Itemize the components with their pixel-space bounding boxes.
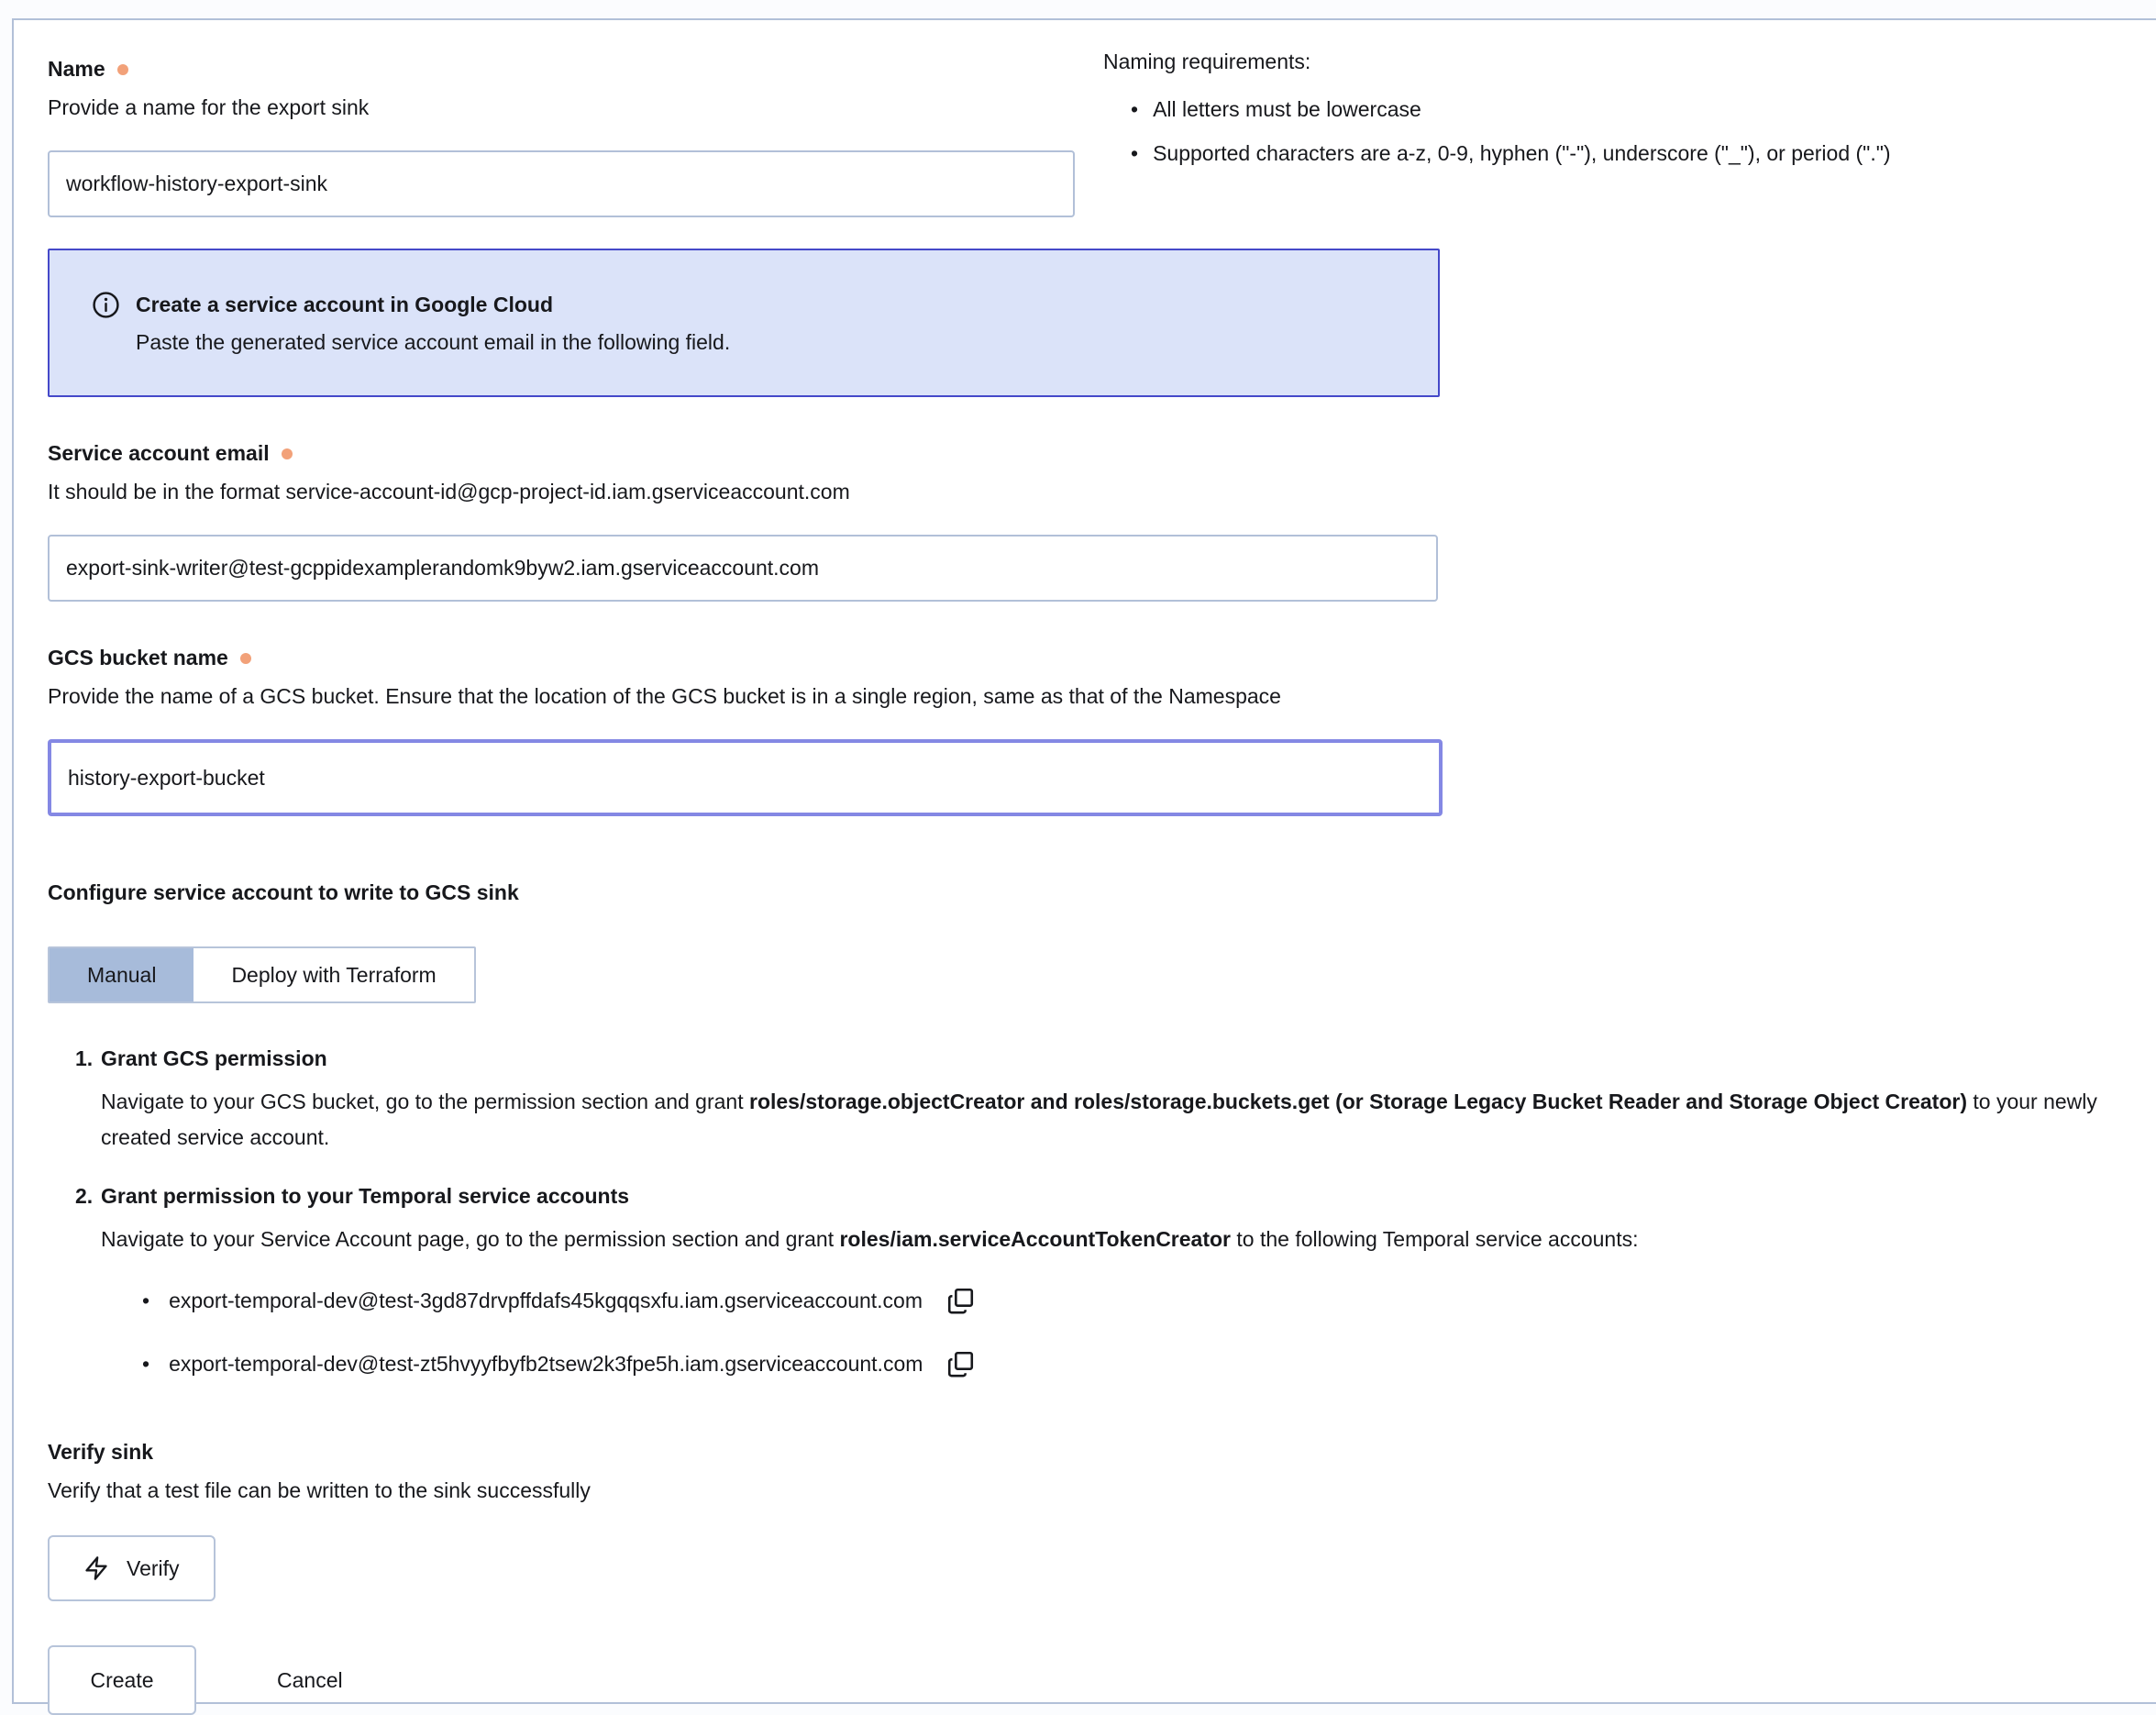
- step-body: Navigate to your GCS bucket, go to the permission section and grant roles/storage.objectCreator and roles/storage.buckets.get (or Storage Legacy Bucket Reader and Storage Object Creator) to your newly created service account.: [101, 1084, 2100, 1156]
- info-icon: [92, 291, 120, 319]
- list-item: [142, 1348, 2156, 1379]
- gcs-bucket-description: Provide the name of a GCS bucket. Ensure that the location of the GCS bucket is in a single region, same as that of the Namespace: [48, 680, 2156, 712]
- naming-requirement-item: • All letters must be lowercase: [1131, 94, 2121, 125]
- service-account-field-section: [48, 437, 2156, 602]
- info-banner: [48, 249, 1440, 397]
- copy-icon-button[interactable]: [946, 1350, 975, 1378]
- naming-requirement-item: • Supported characters are a-z, 0-9, hyphen ("-"), underscore ("_"), or period ("."): [1131, 138, 2121, 169]
- manual-steps: [48, 1042, 2156, 1379]
- step-title: Grant permission to your Temporal service accounts: [101, 1179, 629, 1212]
- step-body: Navigate to your Service Account page, go to the permission section and grant roles/iam.serviceAccountTokenCreator to the following Temporal service accounts:: [101, 1222, 2100, 1257]
- name-description: Provide a name for the export sink: [48, 92, 2156, 123]
- step-number: 1.: [75, 1042, 101, 1075]
- info-banner-body: Paste the generated service account email in the following field.: [136, 326, 730, 358]
- required-dot: [117, 64, 128, 75]
- list-item: [142, 1285, 2156, 1316]
- copy-icon-button[interactable]: [946, 1287, 975, 1315]
- temporal-service-account-list: [142, 1285, 2156, 1379]
- required-dot: [240, 653, 251, 664]
- verify-button[interactable]: [48, 1535, 216, 1601]
- config-method-tabs: [48, 946, 476, 1003]
- step-grant-temporal-permission: [75, 1179, 2156, 1379]
- export-sink-form-panel: [12, 18, 2156, 1704]
- step-number: 2.: [75, 1179, 101, 1212]
- verify-sink-title: Verify sink: [48, 1436, 153, 1467]
- copy-icon: [946, 1350, 975, 1378]
- naming-requirements: [1103, 46, 2121, 169]
- gcs-bucket-label: GCS bucket name: [48, 642, 228, 673]
- naming-requirements-title: Naming requirements:: [1103, 46, 2121, 77]
- service-account-label: Service account email: [48, 437, 270, 469]
- service-account-email-input[interactable]: [48, 535, 1438, 602]
- name-input[interactable]: [48, 150, 1075, 217]
- gcs-bucket-field-section: [48, 642, 2156, 816]
- naming-requirements-list: [1103, 94, 2121, 169]
- lightning-icon: [83, 1555, 109, 1581]
- verify-sink-description: Verify that a test file can be written to the sink successfully: [48, 1475, 2156, 1506]
- gcs-bucket-name-input[interactable]: [48, 739, 1443, 816]
- info-banner-title: Create a service account in Google Cloud: [136, 289, 730, 320]
- tab-manual[interactable]: Manual: [50, 948, 193, 1001]
- tab-deploy-with-terraform[interactable]: Deploy with Terraform: [193, 948, 473, 1001]
- temporal-service-account-email: • export-temporal-dev@test-3gd87drvpffdafs45kgqqsxfu.iam.gserviceaccount.com: [169, 1285, 923, 1316]
- verify-sink-section: [48, 1436, 2156, 1601]
- cancel-button[interactable]: Cancel: [260, 1668, 359, 1693]
- form-actions: [48, 1645, 2156, 1715]
- step-grant-gcs-permission: [75, 1042, 2156, 1156]
- name-label: Name: [48, 53, 105, 84]
- temporal-service-account-email: • export-temporal-dev@test-zt5hvyyfbyfb2tsew2k3fpe5h.iam.gserviceaccount.com: [169, 1348, 923, 1379]
- copy-icon: [946, 1287, 975, 1315]
- configure-section-title: Configure service account to write to GCS sink: [48, 877, 2156, 908]
- required-dot: [282, 448, 293, 459]
- step-title: Grant GCS permission: [101, 1042, 327, 1075]
- create-button[interactable]: Create: [48, 1645, 196, 1715]
- service-account-description: It should be in the format service-account-id@gcp-project-id.iam.gserviceaccount.com: [48, 476, 2156, 507]
- verify-button-label: Verify: [127, 1556, 180, 1581]
